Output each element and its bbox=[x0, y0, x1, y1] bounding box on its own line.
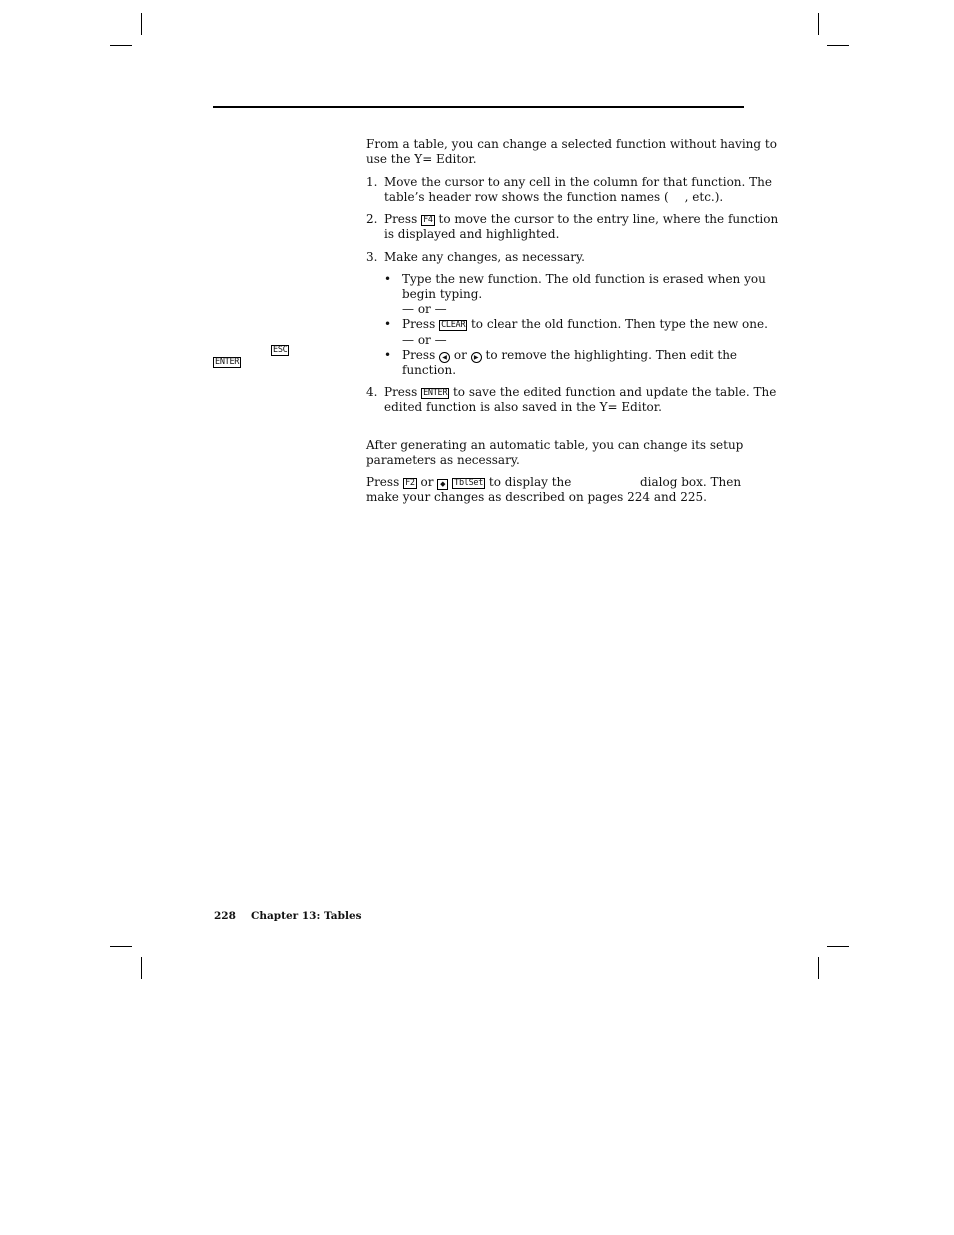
crop-mark bbox=[141, 957, 142, 979]
crop-mark bbox=[818, 957, 819, 979]
or-separator: — or — bbox=[402, 333, 447, 347]
step-text-part: to move the cursor to the entry line, where the function bbox=[438, 212, 779, 226]
step-text bbox=[384, 190, 723, 205]
intro-line: From a table, you can change a selected function without having to bbox=[366, 137, 777, 151]
bullet-marker: • bbox=[384, 272, 392, 286]
setup-line bbox=[366, 475, 571, 490]
press-word: Press bbox=[402, 348, 436, 362]
intro-line: use the Y= Editor. bbox=[366, 152, 477, 166]
press-word: Press bbox=[384, 385, 418, 399]
setup-text-part: to display the bbox=[488, 475, 572, 489]
tblset-key: TblSet bbox=[454, 478, 484, 488]
step-text: Make any changes, as necessary. bbox=[384, 250, 585, 264]
crop-mark bbox=[827, 45, 849, 46]
step-text: is displayed and highlighted. bbox=[384, 227, 560, 241]
crop-mark bbox=[141, 13, 142, 35]
diamond-key-icon: ◆ bbox=[437, 479, 448, 490]
crop-mark bbox=[818, 13, 819, 35]
bullet-text: Type the new function. The old function is erased when you bbox=[402, 272, 766, 286]
or-word: or bbox=[420, 475, 434, 489]
step-text-part: , etc.). bbox=[684, 190, 724, 204]
header-rule bbox=[213, 106, 744, 108]
or-word: or bbox=[453, 348, 467, 362]
step-text-part: to save the edited function and update the table. The bbox=[452, 385, 777, 399]
margin-note bbox=[271, 342, 289, 357]
step-number: 2. bbox=[366, 212, 378, 226]
f2-key: F2 bbox=[405, 478, 415, 488]
or-separator: — or — bbox=[402, 302, 447, 316]
page-number: 228 bbox=[214, 910, 236, 922]
bullet-text: function. bbox=[402, 363, 457, 377]
bullet-text: begin typing. bbox=[402, 287, 483, 301]
bullet-text-part: to clear the old function. Then type the new one. bbox=[470, 317, 768, 331]
setup-line: parameters as necessary. bbox=[366, 453, 520, 467]
crop-mark bbox=[827, 946, 849, 947]
f4-key: F4 bbox=[423, 215, 433, 225]
press-word: Press bbox=[402, 317, 436, 331]
step-text bbox=[384, 385, 776, 400]
step-number: 1. bbox=[366, 175, 378, 189]
step-text: edited function is also saved in the Y= Editor. bbox=[384, 400, 662, 414]
left-arrow-key-icon: ◀ bbox=[439, 352, 450, 363]
step-text bbox=[384, 212, 778, 227]
bullet-text bbox=[402, 348, 737, 363]
bullet-text-part: to remove the highlighting. Then edit the bbox=[485, 348, 738, 362]
step-text-part: table’s header row shows the function names ( bbox=[384, 190, 669, 204]
press-word: Press bbox=[366, 475, 400, 489]
crop-mark bbox=[110, 946, 132, 947]
bullet-text bbox=[402, 317, 768, 332]
right-arrow-key-icon: ▶ bbox=[471, 352, 482, 363]
crop-mark bbox=[110, 45, 132, 46]
step-text: Move the cursor to any cell in the column for that function. The bbox=[384, 175, 772, 189]
setup-line: make your changes as described on pages 224 and 225. bbox=[366, 490, 707, 504]
setup-text-part: dialog box. Then bbox=[640, 475, 742, 489]
bullet-marker: • bbox=[384, 317, 392, 331]
press-word: Press bbox=[384, 212, 418, 226]
esc-key: ESC bbox=[273, 345, 288, 355]
clear-key: CLEAR bbox=[441, 320, 466, 330]
margin-note bbox=[213, 354, 241, 369]
step-number: 3. bbox=[366, 250, 378, 264]
chapter-title: Chapter 13: Tables bbox=[251, 910, 362, 922]
step-number: 4. bbox=[366, 385, 378, 399]
enter-key: ENTER bbox=[215, 357, 240, 367]
enter-key: ENTER bbox=[423, 388, 448, 398]
setup-line: After generating an automatic table, you can change its setup bbox=[366, 438, 744, 452]
bullet-marker: • bbox=[384, 348, 392, 362]
